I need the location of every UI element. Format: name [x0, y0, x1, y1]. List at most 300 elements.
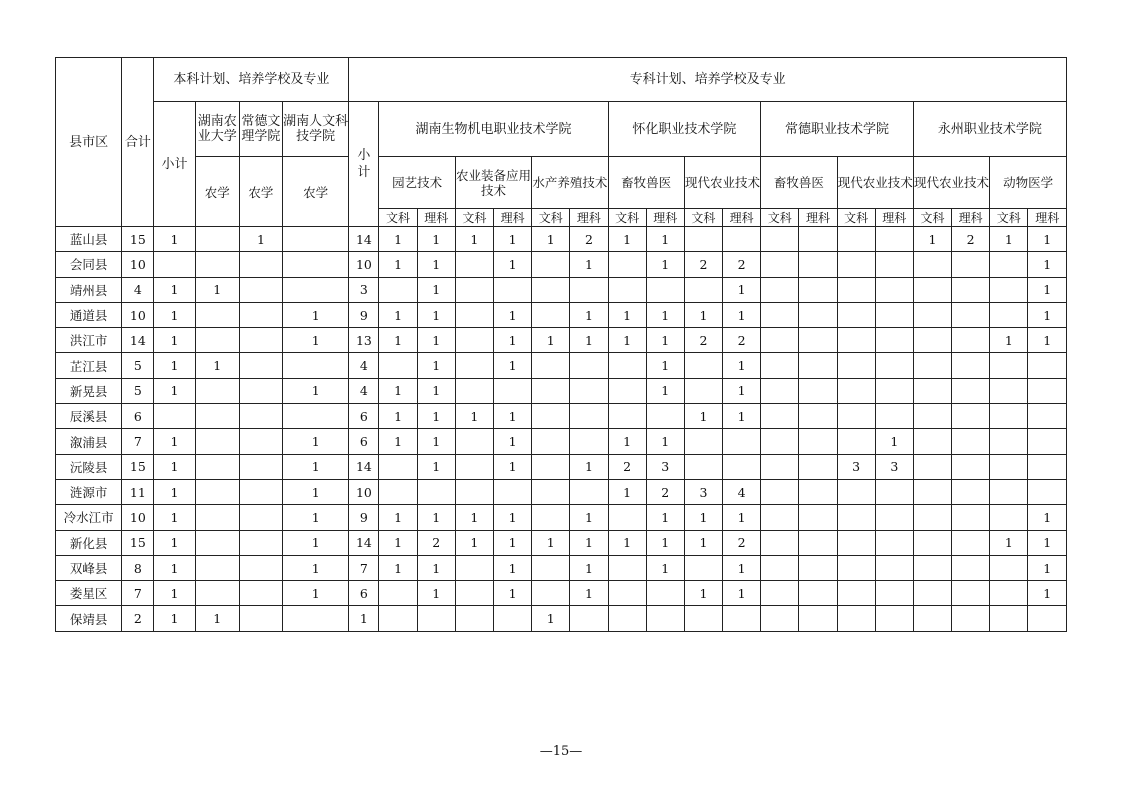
value-cell: 1 — [455, 227, 493, 252]
county-cell: 涟源市 — [56, 479, 122, 504]
value-cell — [799, 606, 837, 631]
value-cell — [952, 328, 990, 353]
value-cell: 3 — [875, 454, 913, 479]
value-cell — [455, 353, 493, 378]
wenke-header: 文科 — [837, 209, 875, 227]
value-cell: 1 — [154, 479, 195, 504]
value-cell: 1 — [154, 530, 195, 555]
value-cell — [875, 479, 913, 504]
value-cell: 13 — [349, 328, 379, 353]
value-cell — [913, 252, 951, 277]
county-cell: 新化县 — [56, 530, 122, 555]
value-cell — [283, 353, 349, 378]
county-cell: 沅陵县 — [56, 454, 122, 479]
page-number: —15— — [539, 744, 583, 759]
value-cell — [154, 404, 195, 429]
county-cell: 娄星区 — [56, 581, 122, 606]
value-cell — [952, 505, 990, 530]
county-cell: 芷江县 — [56, 353, 122, 378]
value-cell: 1 — [283, 479, 349, 504]
value-cell — [913, 277, 951, 302]
value-cell: 7 — [349, 555, 379, 580]
county-cell: 会同县 — [56, 252, 122, 277]
value-cell — [875, 555, 913, 580]
county-cell: 溆浦县 — [56, 429, 122, 454]
value-cell — [646, 606, 684, 631]
value-cell: 4 — [349, 378, 379, 403]
value-cell — [952, 404, 990, 429]
county-cell: 保靖县 — [56, 606, 122, 631]
value-cell — [875, 252, 913, 277]
value-cell — [570, 404, 608, 429]
value-cell: 1 — [417, 454, 455, 479]
value-cell: 1 — [570, 252, 608, 277]
value-cell — [195, 454, 239, 479]
major-header: 农学 — [239, 157, 282, 227]
value-cell — [1028, 606, 1067, 631]
value-cell — [799, 429, 837, 454]
value-cell: 1 — [154, 429, 195, 454]
value-cell — [646, 404, 684, 429]
table-row — [56, 505, 1067, 530]
table-row — [56, 555, 1067, 580]
value-cell — [608, 378, 646, 403]
value-cell: 1 — [608, 302, 646, 327]
major-header: 畜牧兽医 — [608, 157, 684, 209]
county-cell: 通道县 — [56, 302, 122, 327]
value-cell: 1 — [154, 555, 195, 580]
value-cell: 1 — [283, 378, 349, 403]
value-cell: 3 — [646, 454, 684, 479]
value-cell — [837, 328, 875, 353]
value-cell — [913, 302, 951, 327]
value-cell — [195, 429, 239, 454]
value-cell: 1 — [195, 353, 239, 378]
value-cell — [799, 227, 837, 252]
value-cell — [837, 227, 875, 252]
value-cell — [913, 429, 951, 454]
value-cell: 1 — [379, 302, 417, 327]
value-cell: 1 — [723, 378, 761, 403]
value-cell — [1028, 353, 1067, 378]
value-cell: 1 — [154, 328, 195, 353]
value-cell: 2 — [608, 454, 646, 479]
county-cell: 辰溪县 — [56, 404, 122, 429]
value-cell: 1 — [723, 277, 761, 302]
value-cell — [379, 454, 417, 479]
value-cell — [875, 302, 913, 327]
major-header: 农学 — [195, 157, 239, 227]
table-row — [56, 227, 1067, 252]
value-cell — [608, 252, 646, 277]
value-cell: 4 — [349, 353, 379, 378]
value-cell — [875, 353, 913, 378]
undergrad-subtotal-header: 小计 — [154, 102, 195, 227]
school-header-changde-wenli: 常德文理学院 — [239, 102, 282, 157]
value-cell: 1 — [684, 302, 722, 327]
table-row — [56, 404, 1067, 429]
value-cell: 1 — [417, 252, 455, 277]
value-cell — [493, 606, 531, 631]
value-cell: 5 — [122, 378, 154, 403]
value-cell — [913, 530, 951, 555]
value-cell — [837, 302, 875, 327]
value-cell: 1 — [283, 530, 349, 555]
value-cell — [837, 277, 875, 302]
value-cell: 1 — [608, 479, 646, 504]
county-cell: 洪江市 — [56, 328, 122, 353]
value-cell: 4 — [723, 479, 761, 504]
value-cell: 1 — [608, 227, 646, 252]
value-cell — [761, 277, 799, 302]
value-cell — [913, 555, 951, 580]
table-row — [56, 454, 1067, 479]
value-cell — [684, 454, 722, 479]
value-cell: 7 — [122, 429, 154, 454]
value-cell — [952, 378, 990, 403]
value-cell — [379, 581, 417, 606]
value-cell: 1 — [154, 227, 195, 252]
value-cell — [837, 555, 875, 580]
value-cell — [952, 454, 990, 479]
table-body — [56, 227, 1067, 632]
value-cell: 1 — [1028, 328, 1067, 353]
value-cell: 2 — [723, 530, 761, 555]
value-cell — [799, 328, 837, 353]
value-cell — [875, 404, 913, 429]
value-cell: 1 — [154, 302, 195, 327]
value-cell — [799, 404, 837, 429]
value-cell — [195, 302, 239, 327]
value-cell — [913, 353, 951, 378]
value-cell — [799, 378, 837, 403]
value-cell: 1 — [1028, 530, 1067, 555]
value-cell — [532, 378, 570, 403]
value-cell — [283, 252, 349, 277]
value-cell — [608, 353, 646, 378]
value-cell — [684, 555, 722, 580]
value-cell — [239, 277, 282, 302]
value-cell — [532, 581, 570, 606]
value-cell: 10 — [122, 302, 154, 327]
value-cell: 1 — [1028, 581, 1067, 606]
value-cell — [570, 429, 608, 454]
value-cell: 1 — [379, 252, 417, 277]
subtotal-char-2: 计 — [357, 165, 371, 180]
value-cell: 1 — [417, 328, 455, 353]
value-cell: 1 — [493, 581, 531, 606]
value-cell — [532, 505, 570, 530]
value-cell: 1 — [154, 606, 195, 631]
value-cell — [837, 353, 875, 378]
value-cell: 1 — [195, 606, 239, 631]
value-cell: 1 — [493, 404, 531, 429]
value-cell — [799, 505, 837, 530]
value-cell: 14 — [349, 227, 379, 252]
value-cell — [990, 378, 1028, 403]
value-cell — [455, 429, 493, 454]
value-cell — [608, 505, 646, 530]
table-row — [56, 252, 1067, 277]
major-header: 水产养殖技术 — [532, 157, 608, 209]
value-cell — [837, 429, 875, 454]
table-row — [56, 606, 1067, 631]
value-cell — [195, 227, 239, 252]
value-cell — [913, 404, 951, 429]
wenke-header: 文科 — [913, 209, 951, 227]
value-cell: 1 — [723, 302, 761, 327]
value-cell: 1 — [283, 302, 349, 327]
value-cell — [455, 378, 493, 403]
value-cell — [799, 555, 837, 580]
value-cell: 2 — [723, 252, 761, 277]
value-cell: 1 — [417, 277, 455, 302]
value-cell — [455, 328, 493, 353]
value-cell — [913, 606, 951, 631]
value-cell — [379, 606, 417, 631]
value-cell — [608, 277, 646, 302]
value-cell — [646, 581, 684, 606]
value-cell — [990, 277, 1028, 302]
table-row — [56, 429, 1067, 454]
value-cell — [837, 479, 875, 504]
value-cell — [570, 353, 608, 378]
value-cell — [379, 479, 417, 504]
value-cell: 1 — [532, 606, 570, 631]
value-cell: 1 — [570, 328, 608, 353]
value-cell — [283, 404, 349, 429]
value-cell — [239, 581, 282, 606]
value-cell — [1028, 479, 1067, 504]
value-cell — [1028, 378, 1067, 403]
value-cell: 6 — [349, 404, 379, 429]
value-cell — [493, 479, 531, 504]
value-cell — [990, 252, 1028, 277]
value-cell: 7 — [122, 581, 154, 606]
value-cell: 1 — [646, 429, 684, 454]
value-cell: 1 — [154, 505, 195, 530]
value-cell — [532, 429, 570, 454]
value-cell — [875, 328, 913, 353]
value-cell: 1 — [684, 404, 722, 429]
wenke-header: 文科 — [379, 209, 417, 227]
value-cell: 1 — [608, 530, 646, 555]
value-cell: 1 — [283, 429, 349, 454]
subtotal-char-1: 小 — [357, 148, 371, 163]
value-cell: 1 — [723, 581, 761, 606]
value-cell — [532, 353, 570, 378]
county-cell: 冷水江市 — [56, 505, 122, 530]
value-cell — [913, 328, 951, 353]
value-cell — [684, 353, 722, 378]
like-header: 理科 — [1028, 209, 1067, 227]
value-cell — [417, 606, 455, 631]
value-cell — [195, 252, 239, 277]
value-cell: 2 — [417, 530, 455, 555]
value-cell — [283, 277, 349, 302]
value-cell: 1 — [723, 555, 761, 580]
value-cell — [761, 429, 799, 454]
value-cell — [990, 581, 1028, 606]
table-row — [56, 581, 1067, 606]
value-cell — [723, 606, 761, 631]
value-cell: 1 — [493, 530, 531, 555]
vocational-subtotal-header — [349, 102, 379, 227]
value-cell — [239, 429, 282, 454]
value-cell: 1 — [379, 328, 417, 353]
wenke-header: 文科 — [455, 209, 493, 227]
value-cell: 1 — [1028, 555, 1067, 580]
value-cell: 1 — [990, 227, 1028, 252]
value-cell: 1 — [379, 505, 417, 530]
value-cell — [608, 555, 646, 580]
value-cell — [493, 378, 531, 403]
value-cell: 1 — [646, 530, 684, 555]
value-cell — [799, 277, 837, 302]
value-cell: 14 — [122, 328, 154, 353]
value-cell — [723, 454, 761, 479]
value-cell: 1 — [493, 353, 531, 378]
value-cell: 1 — [417, 302, 455, 327]
value-cell — [684, 378, 722, 403]
value-cell: 1 — [990, 530, 1028, 555]
value-cell: 1 — [455, 505, 493, 530]
value-cell — [455, 479, 493, 504]
value-cell: 1 — [646, 302, 684, 327]
value-cell: 1 — [417, 378, 455, 403]
value-cell: 1 — [570, 530, 608, 555]
value-cell — [875, 378, 913, 403]
like-header: 理科 — [493, 209, 531, 227]
value-cell: 1 — [646, 227, 684, 252]
value-cell — [913, 505, 951, 530]
value-cell — [952, 252, 990, 277]
value-cell: 1 — [570, 581, 608, 606]
value-cell — [608, 404, 646, 429]
value-cell: 15 — [122, 454, 154, 479]
value-cell — [723, 429, 761, 454]
value-cell: 1 — [493, 252, 531, 277]
value-cell: 1 — [608, 328, 646, 353]
value-cell: 1 — [283, 505, 349, 530]
value-cell — [239, 252, 282, 277]
value-cell: 6 — [122, 404, 154, 429]
county-cell: 新晃县 — [56, 378, 122, 403]
value-cell: 1 — [646, 353, 684, 378]
value-cell — [532, 555, 570, 580]
value-cell — [837, 606, 875, 631]
value-cell: 1 — [1028, 277, 1067, 302]
value-cell — [283, 606, 349, 631]
value-cell: 1 — [283, 454, 349, 479]
value-cell: 1 — [493, 505, 531, 530]
value-cell: 6 — [349, 429, 379, 454]
value-cell: 1 — [239, 227, 282, 252]
school-header-huaihua: 怀化职业技术学院 — [608, 102, 761, 157]
value-cell: 3 — [684, 479, 722, 504]
value-cell — [761, 581, 799, 606]
value-cell: 1 — [493, 454, 531, 479]
value-cell: 4 — [122, 277, 154, 302]
value-cell: 1 — [570, 454, 608, 479]
value-cell: 8 — [122, 555, 154, 580]
value-cell: 1 — [646, 378, 684, 403]
value-cell: 1 — [570, 505, 608, 530]
value-cell — [913, 479, 951, 504]
value-cell: 1 — [723, 353, 761, 378]
value-cell: 1 — [684, 530, 722, 555]
value-cell: 1 — [570, 302, 608, 327]
like-header: 理科 — [799, 209, 837, 227]
value-cell — [799, 353, 837, 378]
table-row — [56, 479, 1067, 504]
value-cell — [875, 227, 913, 252]
value-cell: 1 — [493, 328, 531, 353]
value-cell — [990, 454, 1028, 479]
value-cell: 3 — [837, 454, 875, 479]
value-cell — [239, 606, 282, 631]
table-row — [56, 378, 1067, 403]
value-cell: 1 — [417, 555, 455, 580]
value-cell: 1 — [417, 581, 455, 606]
value-cell: 1 — [417, 429, 455, 454]
value-cell — [1028, 454, 1067, 479]
value-cell — [532, 404, 570, 429]
county-header: 县市区 — [56, 58, 122, 227]
value-cell — [761, 404, 799, 429]
value-cell — [875, 606, 913, 631]
value-cell — [875, 277, 913, 302]
vocational-group-header: 专科计划、培养学校及专业 — [349, 58, 1067, 102]
county-cell: 蓝山县 — [56, 227, 122, 252]
value-cell — [239, 454, 282, 479]
value-cell: 1 — [349, 606, 379, 631]
table-row — [56, 353, 1067, 378]
value-cell — [1028, 429, 1067, 454]
value-cell — [493, 277, 531, 302]
value-cell — [684, 429, 722, 454]
value-cell: 6 — [349, 581, 379, 606]
value-cell — [455, 302, 493, 327]
value-cell: 1 — [417, 505, 455, 530]
total-header: 合计 — [122, 58, 154, 227]
value-cell — [684, 606, 722, 631]
undergrad-group-header: 本科计划、培养学校及专业 — [154, 58, 349, 102]
value-cell: 1 — [1028, 302, 1067, 327]
value-cell — [990, 429, 1028, 454]
value-cell — [239, 353, 282, 378]
value-cell — [761, 252, 799, 277]
value-cell: 1 — [723, 404, 761, 429]
value-cell — [154, 252, 195, 277]
value-cell: 1 — [283, 328, 349, 353]
value-cell — [799, 454, 837, 479]
value-cell — [799, 479, 837, 504]
value-cell: 9 — [349, 302, 379, 327]
value-cell — [952, 353, 990, 378]
value-cell — [761, 454, 799, 479]
value-cell: 1 — [455, 404, 493, 429]
major-header: 现代农业技术 — [913, 157, 989, 209]
value-cell: 1 — [455, 530, 493, 555]
value-cell — [532, 252, 570, 277]
value-cell — [1028, 404, 1067, 429]
value-cell — [532, 302, 570, 327]
major-header: 现代农业技术 — [684, 157, 760, 209]
value-cell — [952, 429, 990, 454]
value-cell — [799, 302, 837, 327]
major-header: 农学 — [283, 157, 349, 227]
